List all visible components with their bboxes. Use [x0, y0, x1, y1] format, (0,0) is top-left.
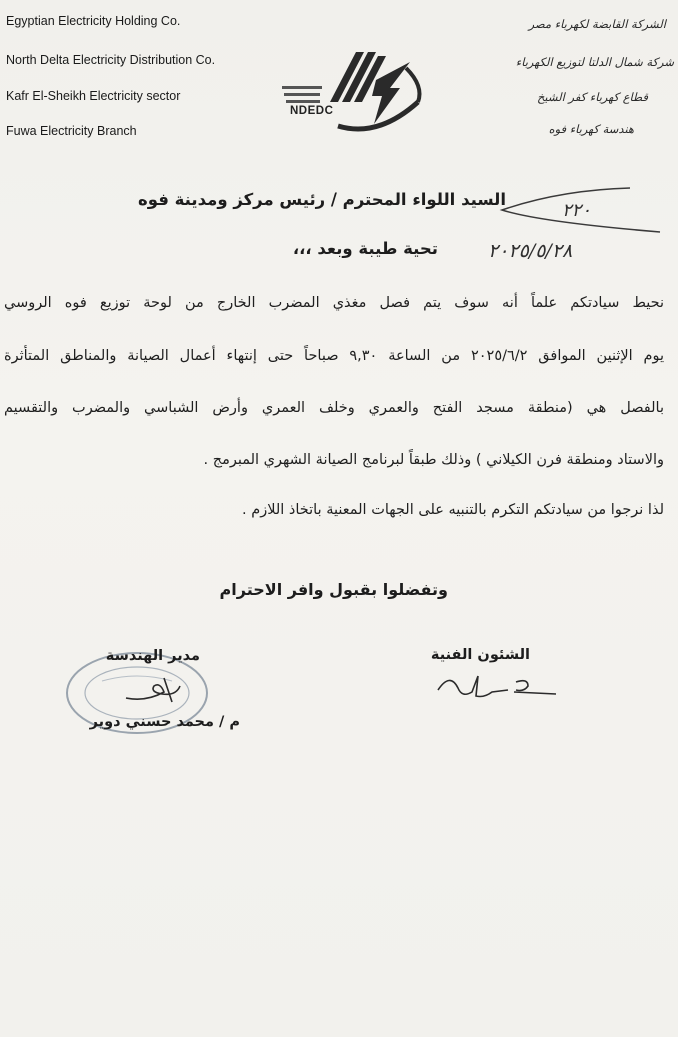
body-line-3: بالفصل هي (منطقة مسجد الفتح والعمري وخلف العمري وأرض الشباسي والمضرب والتقسيم: [4, 400, 664, 416]
lightning-logo-icon: [278, 40, 428, 132]
handwritten-reference: [480, 180, 670, 270]
letterhead-english-line-1: Egyptian Electricity Holding Co.: [6, 14, 181, 28]
letterhead-english-line-3: Kafr El-Sheikh Electricity sector: [6, 89, 181, 103]
handwritten-date: ٢٠٢٥/٥/٢٨: [488, 240, 573, 262]
left-signature-icon: [120, 672, 210, 712]
logo-text: NDEDC: [290, 105, 334, 117]
company-logo: [278, 40, 428, 132]
letterhead-arabic-line-2: شركة شمال الدلتا لتوزيع الكهرباء: [515, 55, 674, 69]
letterhead-english-line-2: North Delta Electricity Distribution Co.: [6, 53, 216, 67]
letterhead-arabic-line-3: قطاع كهرباء كفر الشيخ: [537, 90, 648, 104]
body-line-5: لذا نرجوا من سيادتكم التكرم بالتنبيه على الجهات المعنية باتخاذ اللازم .: [242, 502, 664, 518]
body-line-2: يوم الإثنين الموافق ٢٠٢٥/٦/٢ من الساعة ٩,٣٠ صباحاً حتى إنتهاء أعمال الصيانة والمناطق المتأثرة: [4, 348, 665, 364]
letterhead-arabic-line-4: هندسة كهرباء فوه: [548, 122, 634, 136]
body-line-4: والاستاد ومنطقة فرن الكيلاني ) وذلك طبقاً لبرنامج الصيانة الشهري المبرمج .: [203, 452, 664, 468]
letterhead-english-line-4: Fuwa Electricity Branch: [6, 124, 137, 138]
addressee: السيد اللواء المحترم / رئيس مركز ومدينة فوه: [138, 190, 506, 209]
closing: وتفضلوا بقبول وافر الاحترام: [219, 580, 448, 599]
handwritten-number: ٢٢٠: [562, 200, 592, 221]
right-signature-title: الشئون الفنية: [430, 647, 530, 663]
body-line-1: نحيط سيادتكم علماً أنه سوف يتم فصل مغذي المضرب الخارج من لوحة توزيع فوه الروسي: [4, 295, 664, 311]
left-signature-title: مدير الهندسة: [105, 648, 200, 664]
letterhead-arabic-line-1: الشركة القابضة لكهرباء مصر: [528, 17, 666, 31]
greeting: تحية طيبة وبعد ،،،: [292, 239, 438, 258]
right-signature-icon: [432, 668, 562, 708]
left-signature-name: م / محمد حسني دوير: [89, 714, 240, 730]
